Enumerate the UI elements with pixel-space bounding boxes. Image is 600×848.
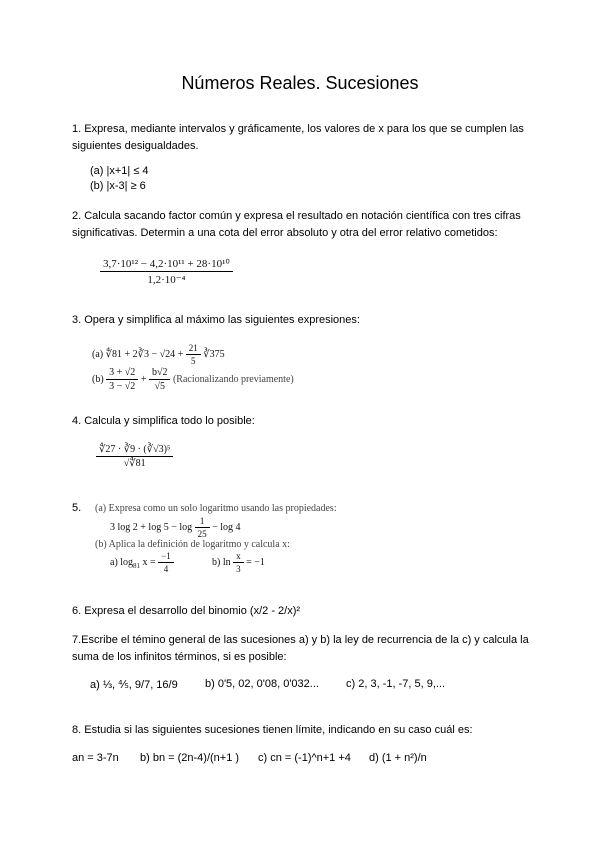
q4-text: 4. Calcula y simplifica todo lo posible:	[72, 415, 255, 427]
q4-numerator: ∜27 · ∛9 · (∛√3)⁵	[96, 444, 173, 457]
q3-b-note: (Racionalizando previamente)	[172, 373, 294, 385]
q5-b1-frac-den: 4	[163, 564, 169, 574]
q5-b2	[212, 551, 265, 574]
q3-b-frac2-den: √5	[154, 381, 165, 392]
q7-item-a: a) ⅓, ⅘, 9/7, 16/9	[90, 679, 178, 691]
q1-item-b: (b) |x-3| ≥ 6	[90, 180, 146, 192]
q5-number: 5.	[72, 502, 82, 514]
q4-denominator: √∜81	[123, 458, 146, 469]
q3-a-frac-den: 5	[191, 356, 196, 366]
q5-b1-frac-num: −1	[158, 551, 174, 563]
q5-a-frac-num: 1	[195, 516, 210, 528]
q3-b-label: (b)	[92, 373, 104, 385]
q3-b-plus: +	[140, 373, 147, 385]
q3-a-tail: ∛375	[203, 348, 225, 360]
q8-text: 8. Estudia si las siguientes sucesiones tienen límite, indicando en su caso cuál es:	[72, 724, 473, 736]
q3-b-frac1-den: 3 − √2	[109, 381, 136, 392]
q5-a-expression	[110, 516, 241, 539]
q8-item-c: c) cn = (-1)^n+1 +4	[258, 752, 351, 764]
q1-text: 1. Expresa, mediante intervalos y gráficamente, los valores de x para los que se cumplen las siguientes desigualdades.	[72, 123, 524, 152]
q5-b1-expr: x =	[142, 556, 156, 568]
q3-b-frac1-num: 3 + √2	[106, 367, 138, 380]
q1-item-a: (a) |x+1| ≤ 4	[90, 165, 149, 177]
q2-text: 2. Calcula sacando factor común y expresa el resultado en notación científica con tres cifras significativas. Determin a una cota del error absoluto y otra del error relativo cometidos:	[72, 210, 521, 239]
q5-a-frac-den: 25	[197, 529, 207, 539]
q8-item-b: b) bn = (2n-4)/(n+1 )	[140, 752, 240, 764]
q5-b2-frac-den: 3	[236, 564, 241, 574]
q3-item-a	[92, 343, 225, 366]
q3-text: 3. Opera y simplifica al máximo las siguientes expresiones:	[72, 314, 360, 326]
q5-b2-label: b) ln	[212, 556, 231, 568]
q7-item-c: c) 2, 3, -1, -7, 5, 9,...	[346, 678, 446, 690]
q3-b-frac2-num: b√2	[149, 367, 171, 380]
q7-item-b: b) 0'5, 02, 0'08, 0'032...	[205, 678, 319, 690]
q6-text: 6. Expresa el desarrollo del binomio (x/2 - 2/x)²	[72, 605, 301, 617]
q8-item-a: an = 3-7n	[72, 752, 119, 764]
q2-expression	[100, 257, 233, 286]
q3-item-b	[92, 367, 294, 392]
q2-denominator: 1,2·10⁻⁴	[147, 274, 186, 286]
q2-numerator: 3,7·10¹² − 4,2·10¹¹ + 28·10¹⁰	[100, 257, 233, 272]
q5-b1-sub: 81	[133, 561, 141, 570]
q5-b1	[110, 551, 174, 574]
q3-a-frac-num: 21	[186, 343, 201, 355]
q3-a-expr: ∜81 + 2∛3 − √24 +	[105, 348, 184, 360]
q7-text: 7.Escribe el témino general de las sucesiones a) y b) la ley de recurrencia de la c) y calcula la suma de los infinitos términos, si es posible:	[72, 634, 529, 663]
q5-b2-frac-num: x	[233, 551, 244, 563]
q5-a-tail: − log 4	[212, 521, 241, 533]
q8-item-d: d) (1 + n²)/n	[369, 752, 427, 764]
q5-b2-tail: = −1	[246, 556, 265, 568]
page-title: Números Reales. Sucesiones	[181, 73, 419, 93]
q5-b1-label: a) log	[110, 556, 134, 568]
q4-expression	[96, 444, 173, 469]
q5-a-expr: 3 log 2 + log 5 − log	[110, 521, 193, 533]
q5-b-text: (b) Aplica la definición de logaritmo y calcula x:	[95, 539, 290, 550]
q5-a-text: (a) Expresa como un solo logaritmo usando las propiedades:	[95, 503, 337, 514]
q3-a-label: (a)	[92, 348, 104, 360]
